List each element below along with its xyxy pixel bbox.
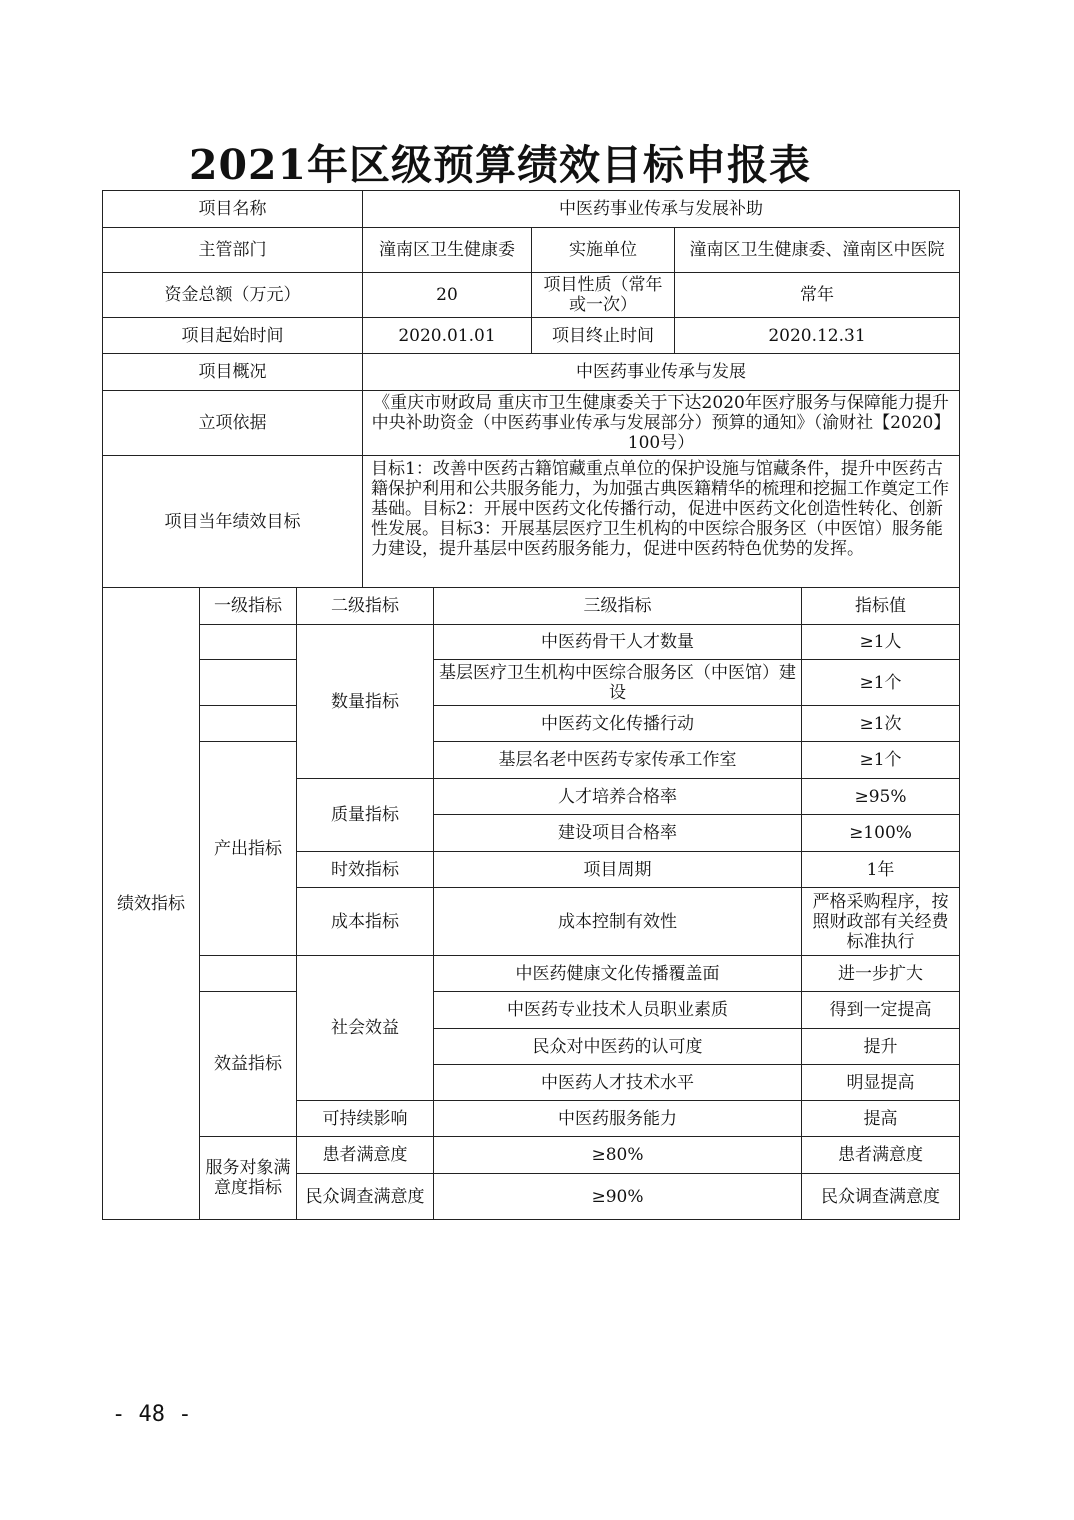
start-value: 2020.01.01 [363,318,532,354]
indicator-value: ≥95% [802,779,960,815]
level1-empty-cell [200,660,297,706]
level3-name: 中医药文化传播行动 [434,706,802,742]
level3-name: 项目周期 [434,852,802,888]
level3-name: 中医药健康文化传播覆盖面 [434,956,802,992]
document-title: 2021年区级预算绩效目标申报表 [188,141,812,189]
indicator-value: 明显提高 [802,1065,960,1101]
level1-empty-cell [200,625,297,660]
level3-name: 成本控制有效性 [434,888,802,956]
impl-unit-value: 潼南区卫生健康委、潼南区中医院 [675,228,960,273]
end-label: 项目终止时间 [532,318,675,354]
indicator-value: ≥1个 [802,742,960,779]
start-label: 项目起始时间 [103,318,363,354]
level2-sustainable: 可持续影响 [297,1101,434,1137]
project-name-label: 项目名称 [103,191,363,228]
level2-quality: 质量指标 [297,779,434,852]
impl-unit-label: 实施单位 [532,228,675,273]
basis-label: 立项依据 [103,391,363,456]
level3-name: ≥80% [434,1137,802,1174]
level3-name: 建设项目合格率 [434,815,802,852]
fund-value: 20 [363,273,532,318]
indicator-value: 进一步扩大 [802,956,960,992]
goal-value: 目标1：改善中医药古籍馆藏重点单位的保护设施与馆藏条件，提升中医药古籍保护利用和公共服务能力，为加强古典医籍精华的梳理和挖掘工作奠定工作基础。目标2：开展中医药文化传播行动，促进中医药文化创造性转化、创新性发展。目标3：开展基层医疗卫生机构的中医综合服务区（中医馆）服务能力建设，提升基层中医药服务能力，促进中医药特色优势的发挥。 [363,456,960,588]
level3-name: 民众对中医药的认可度 [434,1029,802,1065]
level3-name: 中医药人才技术水平 [434,1065,802,1101]
basis-value: 《重庆市财政局 重庆市卫生健康委关于下达2020年医疗服务与保障能力提升中央补助资金（中医药事业传承与发展部分）预算的通知》（渝财社【2020】100号） [363,391,960,456]
level1-satisfaction: 服务对象满意度指标 [200,1137,297,1220]
level3-name: 基层医疗卫生机构中医综合服务区（中医馆）建设 [434,660,802,706]
performance-table [102,190,960,1220]
nature-value: 常年 [675,273,960,318]
level2-quantity: 数量指标 [297,625,434,779]
project-name-value: 中医药事业传承与发展补助 [363,191,960,228]
indicator-value: 得到一定提高 [802,992,960,1029]
col-level1-header: 一级指标 [200,588,297,625]
indicator-value: ≥1个 [802,660,960,706]
level3-name: ≥90% [434,1174,802,1220]
page-number: - 48 - [112,1402,192,1427]
level3-name: 基层名老中医药专家传承工作室 [434,742,802,779]
indicator-value: ≥100% [802,815,960,852]
fund-label: 资金总额（万元） [103,273,363,318]
dept-label: 主管部门 [103,228,363,273]
level3-name: 中医药骨干人才数量 [434,625,802,660]
level1-output: 产出指标 [200,742,297,956]
level3-name: 中医药专业技术人员职业素质 [434,992,802,1029]
overview-value: 中医药事业传承与发展 [363,354,960,391]
level2-patient: 患者满意度 [297,1137,434,1174]
indicator-value: 严格采购程序，按照财政部有关经费标准执行 [802,888,960,956]
level1-benefit: 效益指标 [200,992,297,1137]
level1-empty-cell [200,956,297,992]
nature-label: 项目性质（常年或一次） [532,273,675,318]
level2-public: 民众调查满意度 [297,1174,434,1220]
end-value: 2020.12.31 [675,318,960,354]
indicator-value: 患者满意度 [802,1137,960,1174]
col-value-header: 指标值 [802,588,960,625]
indicator-value: 民众调查满意度 [802,1174,960,1220]
level3-name: 中医药服务能力 [434,1101,802,1137]
overview-label: 项目概况 [103,354,363,391]
level2-social: 社会效益 [297,956,434,1101]
level2-timeliness: 时效指标 [297,852,434,888]
indicator-value: 提升 [802,1029,960,1065]
level1-empty-cell [200,706,297,742]
goal-label: 项目当年绩效目标 [103,456,363,588]
level3-name: 人才培养合格率 [434,779,802,815]
dept-value: 潼南区卫生健康委 [363,228,532,273]
col-level3-header: 三级指标 [434,588,802,625]
level2-cost: 成本指标 [297,888,434,956]
indicator-value: ≥1人 [802,625,960,660]
indicator-value: ≥1次 [802,706,960,742]
indicator-value: 提高 [802,1101,960,1137]
col-level2-header: 二级指标 [297,588,434,625]
indicators-section-label: 绩效指标 [103,588,200,1220]
indicator-value: 1年 [802,852,960,888]
